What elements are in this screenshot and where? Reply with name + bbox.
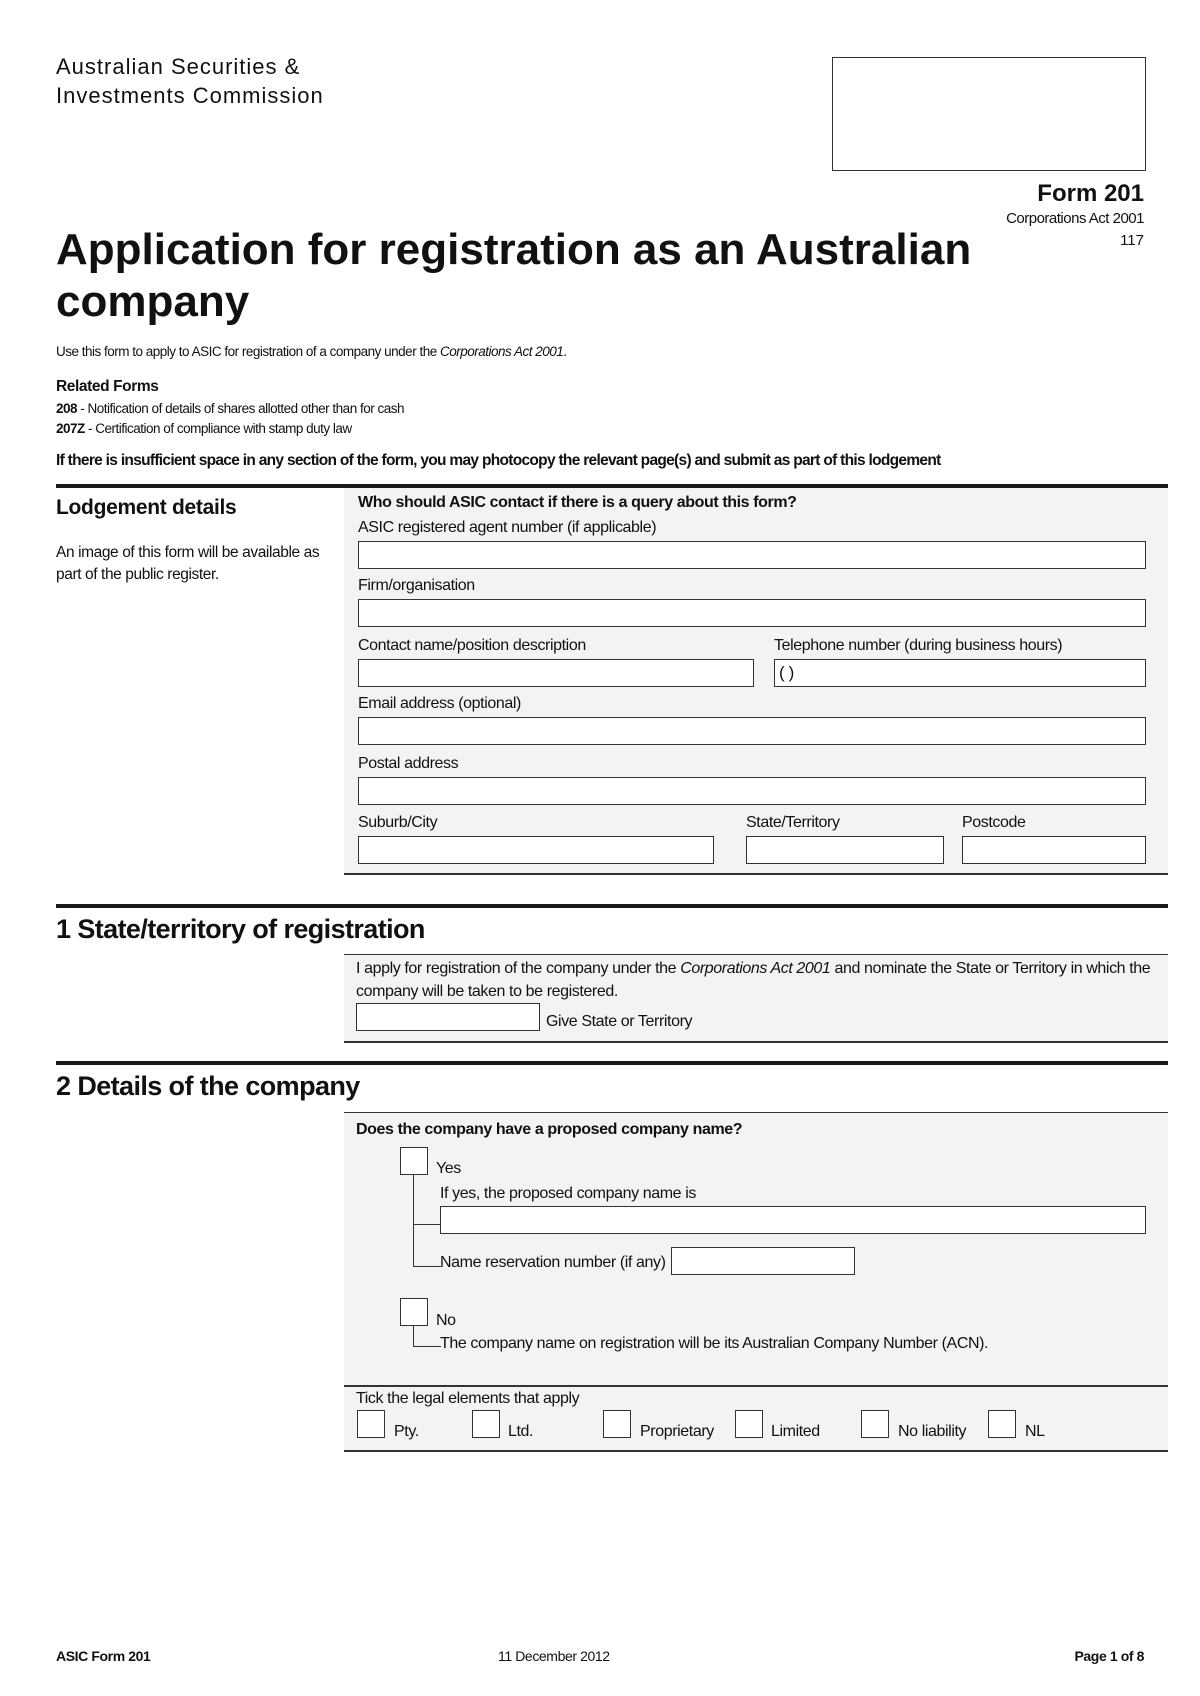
intro-text-main: Use this form to apply to ASIC for registration of a company under the	[56, 344, 440, 359]
lodgement-panel-bottom	[344, 873, 1168, 875]
related-form-desc: - Notification of details of shares allotted other than for cash	[77, 401, 404, 416]
nl-checkbox[interactable]	[988, 1410, 1016, 1438]
contact-question: Who should ASIC contact if there is a query about this form?	[358, 494, 797, 511]
related-form-item	[56, 401, 404, 416]
footer-form-name: ASIC Form 201	[56, 1648, 151, 1664]
state-territory-field-label: Give State or Territory	[546, 1013, 693, 1030]
form-number: Form 201	[1037, 180, 1144, 207]
act-reference: Corporations Act 2001	[1006, 210, 1144, 227]
related-form-item	[56, 421, 352, 436]
pty-label: Pty.	[394, 1423, 419, 1440]
yes-branch-tick	[413, 1266, 441, 1267]
acn-note: The company name on registration will be its Australian Company Number (ACN).	[440, 1335, 989, 1352]
section1-heading: 1 State/territory of registration	[56, 914, 425, 944]
section2-panel-bottom	[344, 1450, 1168, 1452]
no-liability-checkbox[interactable]	[861, 1410, 889, 1438]
no-branch-line	[413, 1326, 414, 1346]
postal-address-input[interactable]	[358, 777, 1146, 805]
section-reference: 117	[1120, 232, 1144, 249]
intro-text	[56, 344, 567, 359]
yes-checkbox[interactable]	[400, 1147, 428, 1175]
org-name-line2: Investments Commission	[56, 83, 324, 108]
section2-divider	[56, 1061, 1168, 1065]
firm-label: Firm/organisation	[358, 577, 475, 594]
state-input[interactable]	[746, 836, 944, 864]
related-forms-heading: Related Forms	[56, 378, 159, 395]
limited-checkbox[interactable]	[735, 1410, 763, 1438]
section1-panel-bottom	[344, 1041, 1168, 1043]
yes-branch-line	[413, 1175, 414, 1267]
proposed-name-question: Does the company have a proposed company name?	[356, 1121, 743, 1138]
org-name	[56, 52, 324, 110]
proprietary-checkbox[interactable]	[603, 1410, 631, 1438]
legal-elements-divider	[344, 1385, 1168, 1387]
contact-name-input[interactable]	[358, 659, 754, 687]
proposed-name-label: If yes, the proposed company name is	[440, 1185, 696, 1202]
page-title-line2: company	[56, 277, 250, 326]
proprietary-label: Proprietary	[640, 1423, 714, 1440]
footer-page-number: Page 1 of 8	[1074, 1648, 1144, 1664]
ltd-checkbox[interactable]	[472, 1410, 500, 1438]
phone-area-code: ( )	[779, 663, 794, 682]
section1-divider	[56, 904, 1168, 908]
state-territory-input[interactable]	[356, 1003, 540, 1031]
email-input[interactable]	[358, 717, 1146, 745]
suburb-label: Suburb/City	[358, 814, 438, 831]
org-name-line1: Australian Securities &	[56, 54, 301, 79]
page-title-line1: Application for registration as an Australian	[56, 225, 972, 274]
postcode-label: Postcode	[962, 814, 1026, 831]
lodgement-heading: Lodgement details	[56, 496, 237, 519]
no-liability-label: No liability	[898, 1423, 967, 1440]
page-title	[56, 224, 971, 328]
related-form-code: 207Z	[56, 421, 85, 436]
yes-branch-tick	[413, 1224, 441, 1225]
yes-label: Yes	[436, 1160, 461, 1177]
intro-text-end: .	[563, 344, 567, 359]
agent-number-label: ASIC registered agent number (if applicable)	[358, 519, 657, 536]
firm-input[interactable]	[358, 599, 1146, 627]
no-branch-tick	[413, 1346, 441, 1347]
agent-number-input[interactable]	[358, 541, 1146, 569]
ltd-label: Ltd.	[508, 1423, 534, 1440]
postal-address-label: Postal address	[358, 755, 459, 772]
section1-declaration	[356, 957, 1156, 1003]
email-label: Email address (optional)	[358, 695, 521, 712]
reservation-number-input[interactable]	[671, 1247, 855, 1275]
insufficient-space-notice: If there is insufficient space in any section of the form, you may photocopy the relevant page(s) and submit as part of this lodgement	[56, 452, 941, 469]
office-use-box	[832, 57, 1146, 171]
footer-date: 11 December 2012	[498, 1648, 610, 1664]
suburb-input[interactable]	[358, 836, 714, 864]
section1-text-end: and nominate the State or Territory in which the company will be taken to be registered.	[356, 960, 1151, 1000]
state-label: State/Territory	[746, 814, 840, 831]
proposed-name-input[interactable]	[440, 1206, 1146, 1234]
section2-heading: 2 Details of the company	[56, 1071, 360, 1101]
lodgement-note: An image of this form will be available as part of the public register.	[56, 544, 320, 583]
no-checkbox[interactable]	[400, 1298, 428, 1326]
limited-label: Limited	[771, 1423, 820, 1440]
section1-act-name: Corporations Act 2001	[680, 960, 831, 977]
related-form-code: 208	[56, 401, 78, 416]
postcode-input[interactable]	[962, 836, 1146, 864]
contact-name-label: Contact name/position description	[358, 637, 586, 654]
legal-elements-label: Tick the legal elements that apply	[356, 1390, 580, 1407]
no-label: No	[436, 1312, 456, 1329]
pty-checkbox[interactable]	[357, 1410, 385, 1438]
reservation-number-label: Name reservation number (if any)	[440, 1254, 666, 1271]
phone-input[interactable]	[774, 659, 1146, 687]
nl-label: NL	[1025, 1423, 1045, 1440]
related-form-desc: - Certification of compliance with stamp duty law	[84, 421, 352, 436]
phone-label: Telephone number (during business hours)	[774, 637, 1063, 654]
intro-act-name: Corporations Act 2001	[439, 344, 564, 359]
section1-text-main: I apply for registration of the company under the	[356, 960, 681, 977]
